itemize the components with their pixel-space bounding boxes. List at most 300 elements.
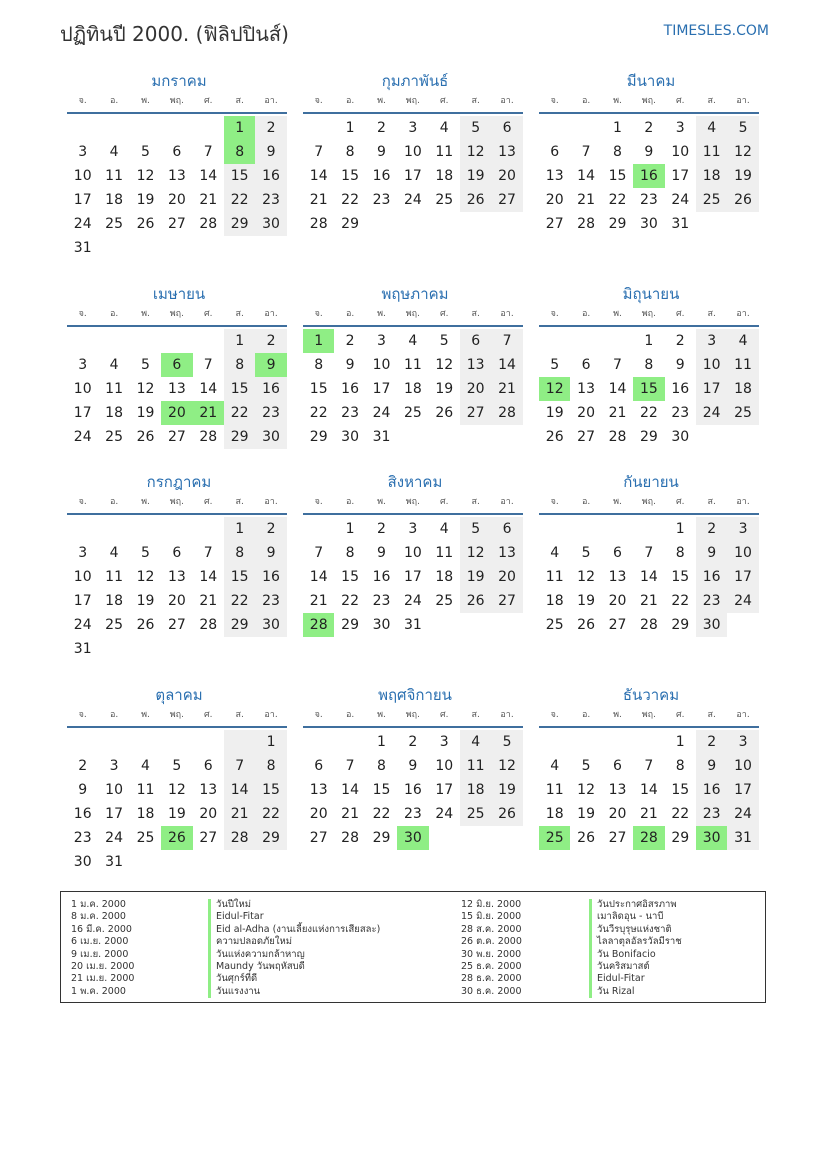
weekday-header — [539, 92, 759, 114]
day-cell: 29 — [224, 425, 255, 449]
weekday-label: อ. — [345, 497, 355, 507]
day-cell: 5 — [172, 758, 182, 774]
day-cell: 8 — [644, 357, 654, 373]
legend-holiday-name: Eidul-Fitar — [208, 911, 380, 923]
day-cell: 19 — [136, 192, 155, 208]
day-cell: 28 — [199, 429, 218, 445]
day-cell: 2 — [408, 734, 418, 750]
month-calendar — [67, 70, 287, 260]
day-cell: 4 — [550, 758, 560, 774]
legend-date: 8 ม.ค. 2000 — [71, 911, 126, 923]
day-cell: 13 — [167, 569, 186, 585]
weekday-header — [303, 305, 523, 327]
day-cell: 17 — [727, 565, 758, 589]
weekday-header — [67, 706, 287, 728]
day-cell: 2 — [255, 329, 286, 353]
weekday-label: พ. — [141, 497, 150, 507]
day-cell: 24 — [73, 216, 92, 232]
day-cell: 1 — [613, 120, 622, 136]
day-cell: 15 — [633, 377, 664, 401]
weekday-label: จ. — [78, 710, 87, 720]
day-cell: 11 — [435, 144, 454, 160]
day-cell: 3 — [408, 120, 418, 136]
day-cell: 10 — [727, 541, 758, 565]
day-cell: 1 — [224, 116, 255, 140]
legend-date: 20 เม.ย. 2000 — [71, 960, 135, 972]
month-calendar — [539, 684, 759, 850]
weekday-label: พ. — [613, 497, 622, 507]
day-cell: 2 — [255, 517, 286, 541]
day-cell: 3 — [439, 734, 449, 750]
day-cell: 24 — [403, 192, 422, 208]
day-cell: 6 — [172, 545, 182, 561]
weekday-header — [539, 493, 759, 515]
legend-holiday-name: วันแห่งความกล้าหาญ — [208, 949, 380, 961]
day-cell: 17 — [696, 377, 727, 401]
day-cell: 23 — [255, 589, 286, 613]
day-cell: 31 — [105, 854, 123, 870]
weekday-label: พฤ. — [169, 96, 184, 106]
day-cell: 24 — [727, 802, 758, 826]
day-cell: 10 — [435, 758, 454, 774]
day-cell: 28 — [577, 216, 595, 232]
day-cell: 19 — [545, 405, 564, 421]
day-cell: 18 — [435, 168, 454, 184]
day-cell: 27 — [309, 830, 328, 846]
day-cell: 24 — [372, 405, 391, 421]
weekday-label: พฤ. — [641, 96, 656, 106]
day-cell: 17 — [372, 381, 391, 397]
day-cell: 16 — [671, 381, 690, 397]
day-cell: 10 — [372, 357, 391, 373]
weekday-label: ส. — [707, 710, 716, 720]
day-cell: 15 — [341, 569, 359, 585]
day-cell: 29 — [255, 826, 286, 850]
empty-day-cell — [130, 329, 161, 353]
month-name: กรกฎาคม — [146, 473, 212, 491]
day-cell: 22 — [671, 593, 690, 609]
day-cell: 4 — [141, 758, 150, 774]
weekday-label: อา. — [736, 710, 750, 720]
day-cell: 24 — [73, 617, 92, 633]
weekday-label: อ. — [581, 497, 591, 507]
day-cell: 5 — [141, 545, 150, 561]
day-cell: 21 — [199, 192, 218, 208]
day-cell: 15 — [372, 782, 391, 798]
day-cell: 4 — [109, 357, 119, 373]
empty-day-cell — [193, 329, 224, 353]
day-cell: 20 — [491, 164, 522, 188]
day-cell: 6 — [581, 357, 591, 373]
weekday-header — [67, 305, 287, 327]
weekday-label: อา. — [500, 309, 514, 319]
weekday-label: อ. — [345, 309, 355, 319]
day-cell: 27 — [545, 216, 564, 232]
day-cell: 23 — [403, 806, 422, 822]
legend-holiday-name: วัน Bonifacio — [589, 949, 682, 961]
day-cell: 6 — [613, 758, 622, 774]
day-cell: 27 — [577, 429, 595, 445]
weekday-label: พ. — [377, 710, 386, 720]
day-cell: 13 — [608, 782, 627, 798]
day-cell: 11 — [403, 357, 422, 373]
day-cell: 12 — [460, 140, 491, 164]
day-cell: 3 — [727, 517, 758, 541]
day-cell: 28 — [303, 613, 334, 637]
day-cell: 26 — [545, 429, 564, 445]
day-cell: 31 — [73, 240, 92, 256]
weekday-label: ศ. — [203, 96, 213, 106]
day-cell: 22 — [255, 802, 286, 826]
weekday-label: อ. — [345, 96, 355, 106]
day-cell: 6 — [203, 758, 213, 774]
day-cell: 29 — [224, 613, 255, 637]
month-name: กุมภาพันธ์ — [381, 72, 449, 90]
weekday-label: อ. — [109, 710, 119, 720]
day-cell: 21 — [341, 806, 359, 822]
day-cell: 30 — [397, 826, 428, 850]
weekday-label: อา. — [736, 96, 750, 106]
day-cell: 5 — [460, 517, 491, 541]
day-cell: 7 — [491, 329, 522, 353]
day-cell: 1 — [303, 329, 334, 353]
day-cell: 1 — [377, 734, 386, 750]
day-cell: 19 — [136, 405, 155, 421]
weekday-label: พ. — [377, 96, 386, 106]
day-cell: 17 — [727, 778, 758, 802]
day-cell: 18 — [545, 593, 564, 609]
day-cell: 16 — [255, 565, 286, 589]
day-cell: 24 — [671, 192, 690, 208]
day-cell: 10 — [671, 144, 690, 160]
day-cell: 29 — [671, 617, 690, 633]
weekday-label: ศ. — [203, 497, 213, 507]
day-cell: 28 — [224, 826, 255, 850]
legend-date: 28 ธ.ค. 2000 — [461, 973, 522, 985]
empty-day-cell — [98, 517, 129, 541]
weekday-label: พฤ. — [405, 497, 420, 507]
empty-day-cell — [161, 116, 192, 140]
legend-holiday-name: ความปลอดภัยใหม่ — [208, 936, 380, 948]
day-cell: 8 — [675, 545, 685, 561]
day-cell: 24 — [73, 429, 92, 445]
day-cell: 17 — [403, 569, 422, 585]
day-cell: 20 — [545, 192, 564, 208]
day-cell: 20 — [167, 593, 186, 609]
day-cell: 9 — [408, 758, 418, 774]
day-cell: 6 — [460, 329, 491, 353]
day-cell: 22 — [671, 806, 690, 822]
day-cell: 20 — [491, 565, 522, 589]
day-cell: 16 — [633, 164, 664, 188]
day-cell: 5 — [581, 758, 591, 774]
empty-day-cell — [161, 517, 192, 541]
weekday-label: อา. — [500, 96, 514, 106]
month-calendar — [539, 70, 759, 236]
weekday-label: ส. — [471, 710, 480, 720]
day-cell: 12 — [136, 569, 155, 585]
day-cell: 19 — [460, 164, 491, 188]
day-cell: 11 — [136, 782, 155, 798]
legend-holiday-name: Eid al-Adha (งานเลี้ยงแห่งการเสียสละ) — [208, 924, 380, 936]
day-cell: 27 — [167, 617, 186, 633]
empty-day-cell — [98, 116, 129, 140]
day-cell: 28 — [199, 216, 218, 232]
weekday-header — [539, 706, 759, 728]
day-cell: 25 — [460, 802, 491, 826]
empty-day-cell — [303, 116, 334, 140]
day-cell: 5 — [581, 545, 591, 561]
month-name: ธันวาคม — [622, 686, 680, 704]
weekday-header — [67, 92, 287, 114]
day-cell: 4 — [408, 333, 418, 349]
day-grid — [303, 327, 523, 449]
weekday-label: พฤ. — [169, 710, 184, 720]
legend-holiday-name: Eidul-Fitar — [589, 973, 682, 985]
weekday-label: พ. — [377, 309, 386, 319]
day-cell: 4 — [439, 521, 449, 537]
day-cell: 10 — [696, 353, 727, 377]
day-cell: 13 — [309, 782, 328, 798]
empty-day-cell — [602, 329, 633, 353]
day-cell: 15 — [608, 168, 627, 184]
empty-day-cell — [570, 517, 601, 541]
day-cell: 14 — [199, 381, 218, 397]
weekday-label: พ. — [613, 309, 622, 319]
day-grid — [303, 114, 523, 236]
day-cell: 11 — [727, 353, 758, 377]
day-cell: 9 — [696, 754, 727, 778]
day-cell: 8 — [675, 758, 685, 774]
day-cell: 6 — [613, 545, 622, 561]
legend-date: 26 ต.ค. 2000 — [461, 936, 522, 948]
day-cell: 27 — [167, 429, 186, 445]
legend-holiday-name: วันวีรบุรุษแห่งชาติ — [589, 924, 682, 936]
legend-dates-right — [461, 899, 522, 998]
day-cell: 2 — [696, 730, 727, 754]
day-cell: 13 — [199, 782, 218, 798]
legend-date: 9 เม.ย. 2000 — [71, 948, 129, 960]
day-cell: 3 — [109, 758, 119, 774]
weekday-label: อา. — [500, 710, 514, 720]
day-cell: 27 — [199, 830, 218, 846]
day-cell: 20 — [167, 192, 186, 208]
day-cell: 15 — [671, 782, 690, 798]
day-cell: 7 — [203, 545, 213, 561]
day-cell: 14 — [639, 569, 658, 585]
legend-date: 30 ธ.ค. 2000 — [461, 985, 522, 997]
day-grid — [539, 728, 759, 850]
weekday-label: ศ. — [203, 309, 213, 319]
month-name: ตุลาคม — [155, 686, 203, 704]
day-cell: 5 — [727, 116, 758, 140]
weekday-label: อา. — [264, 96, 278, 106]
day-cell: 13 — [608, 569, 627, 585]
weekday-label: ส. — [707, 497, 716, 507]
day-cell: 10 — [73, 381, 92, 397]
day-cell: 19 — [727, 164, 758, 188]
day-cell: 15 — [255, 778, 286, 802]
day-cell: 14 — [199, 168, 218, 184]
weekday-header — [67, 493, 287, 515]
day-cell: 26 — [460, 188, 491, 212]
weekday-header — [539, 305, 759, 327]
weekday-label: อา. — [736, 497, 750, 507]
day-cell: 15 — [671, 569, 690, 585]
month-calendar — [303, 471, 523, 637]
day-cell: 9 — [345, 357, 355, 373]
day-cell: 8 — [314, 357, 324, 373]
day-cell: 23 — [73, 830, 92, 846]
weekday-label: อ. — [581, 96, 591, 106]
day-cell: 19 — [435, 381, 454, 397]
day-cell: 11 — [696, 140, 727, 164]
day-cell: 27 — [491, 188, 522, 212]
day-cell: 14 — [608, 381, 627, 397]
day-cell: 16 — [73, 806, 92, 822]
day-cell: 23 — [372, 192, 391, 208]
day-cell: 21 — [608, 405, 627, 421]
day-cell: 25 — [105, 429, 123, 445]
legend-date: 6 เม.ย. 2000 — [71, 936, 129, 948]
day-cell: 1 — [255, 730, 286, 754]
day-cell: 9 — [377, 545, 386, 561]
day-cell: 17 — [671, 168, 690, 184]
day-cell: 26 — [577, 617, 595, 633]
weekday-label: พฤ. — [405, 96, 420, 106]
weekday-label: พฤ. — [641, 497, 656, 507]
day-cell: 20 — [577, 405, 595, 421]
day-cell: 22 — [341, 192, 359, 208]
day-cell: 4 — [109, 545, 119, 561]
weekday-label: อ. — [581, 309, 591, 319]
day-cell: 11 — [545, 782, 564, 798]
day-cell: 9 — [78, 782, 88, 798]
weekday-label: ส. — [707, 96, 716, 106]
day-cell: 29 — [341, 216, 359, 232]
day-cell: 16 — [696, 778, 727, 802]
day-cell: 7 — [644, 758, 654, 774]
day-cell: 17 — [105, 806, 123, 822]
day-cell: 21 — [224, 802, 255, 826]
day-cell: 11 — [435, 545, 454, 561]
month-calendar — [539, 471, 759, 637]
day-cell: 26 — [577, 830, 595, 846]
day-cell: 7 — [613, 357, 622, 373]
day-cell: 26 — [460, 589, 491, 613]
day-cell: 24 — [105, 830, 123, 846]
legend-date: 1 ม.ค. 2000 — [71, 899, 126, 910]
day-cell: 30 — [255, 425, 286, 449]
weekday-label: จ. — [550, 497, 559, 507]
month-calendar — [67, 684, 287, 874]
empty-day-cell — [161, 329, 192, 353]
day-cell: 26 — [136, 429, 155, 445]
day-cell: 13 — [491, 140, 522, 164]
weekday-label: ส. — [235, 96, 244, 106]
day-cell: 12 — [460, 541, 491, 565]
day-cell: 31 — [403, 617, 422, 633]
legend-date: 15 มิ.ย. 2000 — [461, 911, 522, 923]
weekday-label: ศ. — [675, 309, 685, 319]
empty-day-cell — [193, 116, 224, 140]
weekday-label: ศ. — [439, 96, 449, 106]
day-cell: 28 — [608, 429, 627, 445]
site-link[interactable]: TIMESLES.COM — [663, 23, 769, 39]
day-cell: 8 — [345, 144, 355, 160]
day-cell: 12 — [167, 782, 186, 798]
legend-date: 25 ธ.ค. 2000 — [461, 960, 522, 972]
day-cell: 18 — [545, 806, 564, 822]
weekday-label: จ. — [78, 96, 87, 106]
empty-day-cell — [67, 517, 98, 541]
day-cell: 10 — [403, 144, 422, 160]
day-cell: 25 — [545, 617, 564, 633]
weekday-label: ส. — [235, 309, 244, 319]
empty-day-cell — [224, 730, 255, 754]
day-cell: 8 — [613, 144, 622, 160]
day-cell: 17 — [403, 168, 422, 184]
weekday-label: ส. — [471, 309, 480, 319]
day-cell: 11 — [105, 381, 123, 397]
empty-day-cell — [67, 329, 98, 353]
day-cell: 1 — [675, 521, 685, 537]
legend-names-left — [208, 899, 380, 998]
weekday-label: จ. — [78, 497, 87, 507]
day-cell: 29 — [639, 429, 658, 445]
day-cell: 25 — [136, 830, 155, 846]
day-cell: 26 — [491, 802, 522, 826]
day-grid — [67, 114, 287, 260]
empty-day-cell — [570, 730, 601, 754]
weekday-label: ส. — [471, 497, 480, 507]
day-cell: 17 — [73, 405, 92, 421]
day-cell: 8 — [345, 545, 355, 561]
legend-holiday-name: Maundy วันพฤหัสบดี — [208, 961, 380, 973]
weekday-label: พฤ. — [641, 710, 656, 720]
day-cell: 27 — [491, 589, 522, 613]
day-cell: 10 — [727, 754, 758, 778]
day-cell: 20 — [309, 806, 328, 822]
legend-date: 28 ส.ค. 2000 — [461, 923, 522, 935]
legend-holiday-name: วัน Rizal — [589, 986, 682, 998]
weekday-label: ส. — [235, 710, 244, 720]
day-cell: 2 — [696, 517, 727, 541]
legend-date: 30 พ.ย. 2000 — [461, 948, 522, 960]
weekday-label: ส. — [707, 309, 716, 319]
day-grid — [67, 515, 287, 661]
weekday-label: พ. — [377, 497, 386, 507]
empty-day-cell — [633, 517, 664, 541]
weekday-label: อ. — [109, 309, 119, 319]
empty-day-cell — [98, 329, 129, 353]
day-cell: 31 — [73, 641, 92, 657]
day-cell: 11 — [545, 569, 564, 585]
day-cell: 30 — [671, 429, 690, 445]
day-cell: 8 — [377, 758, 386, 774]
day-cell: 28 — [199, 617, 218, 633]
day-cell: 12 — [539, 377, 570, 401]
weekday-label: อา. — [736, 309, 750, 319]
empty-day-cell — [67, 730, 98, 754]
day-cell: 14 — [309, 569, 328, 585]
day-cell: 19 — [491, 778, 522, 802]
weekday-label: พ. — [141, 96, 150, 106]
empty-day-cell — [633, 730, 664, 754]
month-calendar — [303, 70, 523, 236]
empty-day-cell — [539, 730, 570, 754]
legend-holiday-name: วันศุกร์ที่ดี — [208, 973, 380, 985]
